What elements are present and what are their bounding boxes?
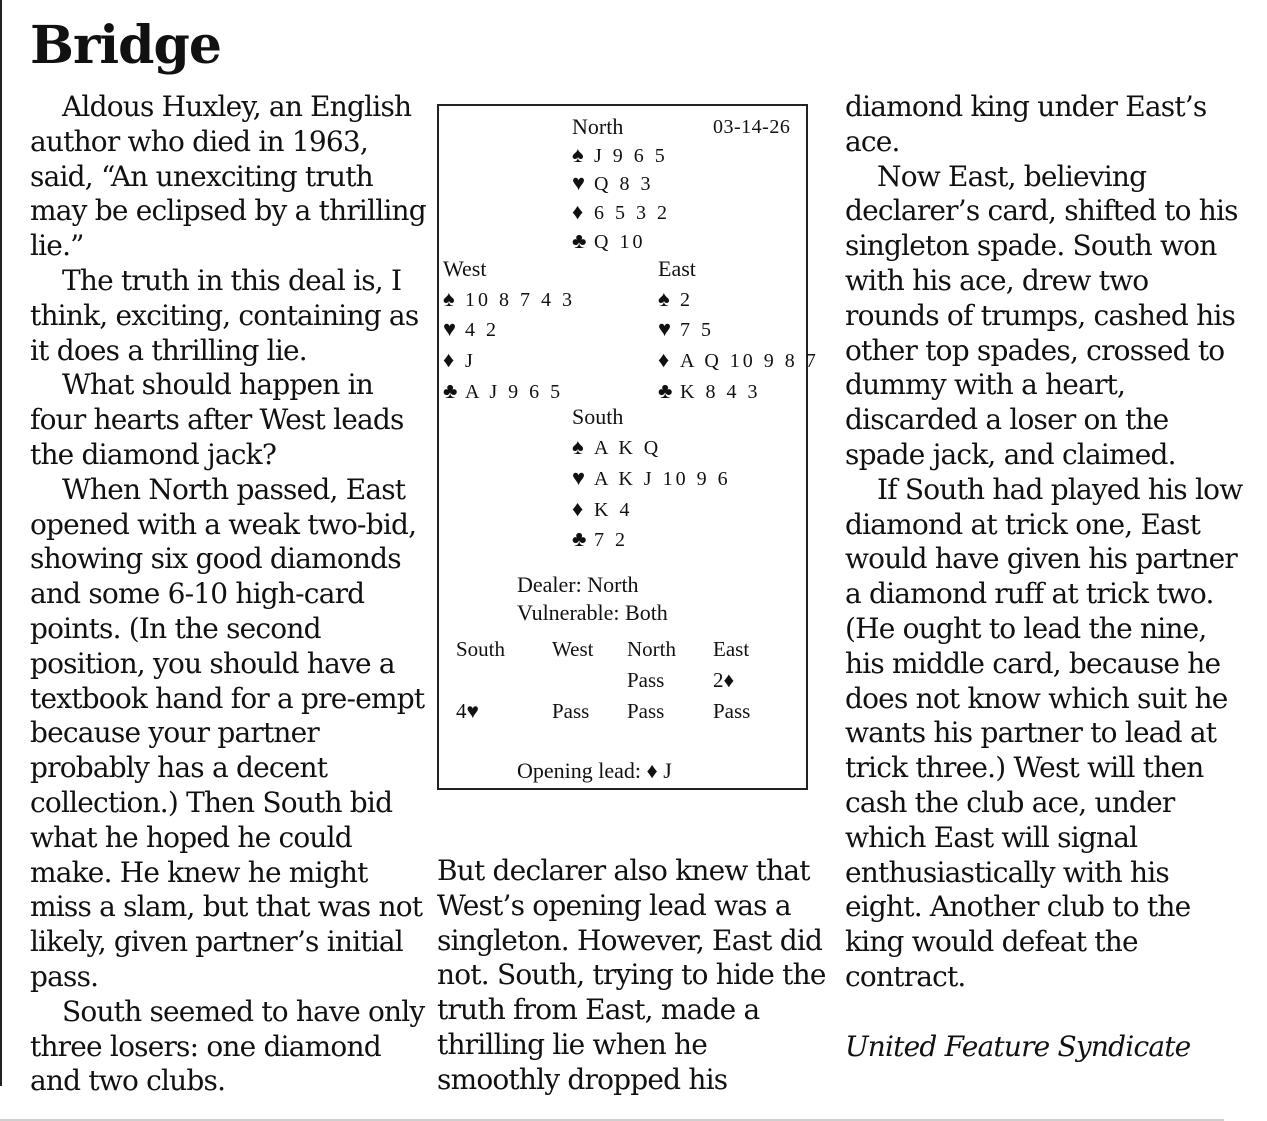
column-2 — [437, 854, 827, 1098]
card-list: 6 5 3 2 — [594, 202, 670, 224]
column-3 — [845, 90, 1245, 1064]
east-diamonds — [658, 347, 819, 374]
auction-bid: Pass — [713, 699, 751, 723]
north-hearts — [572, 170, 653, 197]
auction-header-north: North — [627, 637, 676, 661]
card-list: K 4 — [594, 499, 633, 521]
diamond-icon: ♦ — [572, 199, 584, 224]
card-list: J 9 6 5 — [594, 145, 668, 167]
auction-bid: 4♥ — [456, 699, 479, 723]
auction-bid: 2♦ — [713, 668, 735, 692]
south-diamonds — [572, 496, 632, 523]
left-rule — [0, 0, 2, 1086]
paragraph: When North passed, East opened with a weak two-bid, showing six good diamonds and some 6-10 high-card points. (In the second position, you should have a textbook hand for a pre-empt because your partner probably has a decent collection.) Then South bid what he hoped he could make. He knew he might miss a slam, but that was not likely, given partner’s initial pass. — [30, 472, 425, 993]
card-list: A J 9 6 5 — [465, 381, 564, 403]
bridge-diagram — [437, 104, 819, 790]
west-spades — [443, 286, 575, 313]
club-icon: ♣ — [572, 228, 587, 253]
heart-icon: ♥ — [572, 465, 586, 490]
spade-icon: ♠ — [443, 286, 455, 311]
spade-icon: ♠ — [658, 286, 670, 311]
dealer-text: Dealer: North — [517, 572, 639, 597]
diamond-icon: ♦ — [646, 758, 658, 783]
east-hearts — [658, 316, 714, 343]
credit-line: United Feature Syndicate — [845, 1029, 1191, 1063]
club-icon: ♣ — [443, 378, 458, 403]
north-diamonds — [572, 199, 670, 226]
auction-header-south: South — [456, 637, 506, 661]
heart-icon: ♥ — [443, 316, 457, 341]
heart-icon: ♥ — [658, 316, 672, 341]
card-list: A K J 10 9 6 — [594, 468, 731, 490]
heart-icon: ♥ — [572, 170, 586, 195]
west-clubs — [443, 378, 563, 405]
opening-lead: Opening lead: ♦ J — [517, 758, 672, 783]
paragraph: diamond king under East’s ace. — [845, 90, 1207, 158]
spade-icon: ♠ — [572, 434, 584, 459]
paragraph: What should happen in four hearts after West leads the diamond jack? — [30, 368, 404, 471]
paragraph: Aldous Huxley, an English author who died in 1963, said, “An unexciting truth may be eclipsed by a thrilling lie.” — [30, 90, 426, 263]
card-list: A K Q — [594, 437, 662, 459]
card-list: J — [465, 350, 476, 372]
paragraph: South seemed to have only three losers: one diamond and two clubs. — [30, 994, 425, 1098]
column-1 — [30, 90, 430, 1099]
card-list: 7 5 — [680, 319, 714, 341]
paragraph: Now East, believing declarer’s card, shifted to his singleton spade. South won with his ace, drew two rounds of trumps, cashed his other top spades, crossed to dummy with a heart, discarded a loser on the spade jack, and claimed. — [845, 159, 1238, 471]
diamond-icon: ♦ — [723, 668, 735, 692]
east-label: East — [658, 256, 696, 281]
south-spades — [572, 434, 661, 461]
card-list: A Q 10 9 8 7 — [680, 350, 819, 372]
card-list: K 8 4 3 — [680, 381, 761, 403]
deal-date: 03-14-26 — [713, 116, 791, 138]
card-list: 7 2 — [594, 529, 628, 551]
south-clubs — [572, 526, 628, 553]
vulnerable-text: Vulnerable: Both — [517, 600, 668, 625]
paragraph: But declarer also knew that West’s opening lead was a singleton. However, East did not. South, trying to hide the truth from East, made a thrilling lie when he smoothly dropped his — [437, 854, 826, 1096]
card-list: 10 8 7 4 3 — [465, 289, 575, 311]
card-list: 4 2 — [465, 319, 499, 341]
headline: Bridge — [30, 15, 221, 76]
north-spades — [572, 142, 668, 169]
east-spades — [658, 286, 693, 313]
south-hearts — [572, 465, 731, 492]
paragraph: The truth in this deal is, I think, exciting, containing as it does a thrilling lie. — [30, 263, 419, 367]
west-label: West — [443, 256, 487, 281]
heart-icon: ♥ — [466, 699, 479, 723]
diamond-icon: ♦ — [658, 347, 670, 372]
diamond-icon: ♦ — [572, 496, 584, 521]
card-list: 2 — [680, 289, 693, 311]
south-label: South — [572, 404, 624, 429]
auction-bid: Pass — [627, 668, 665, 692]
diamond-icon: ♦ — [443, 347, 455, 372]
spade-icon: ♠ — [572, 142, 584, 167]
north-label: North — [572, 114, 624, 139]
east-clubs — [658, 378, 760, 405]
west-hearts — [443, 316, 499, 343]
card-list: Q 10 — [594, 231, 646, 253]
auction-header-east: East — [713, 637, 750, 661]
auction-bid: Pass — [552, 699, 590, 723]
club-icon: ♣ — [658, 378, 673, 403]
west-diamonds — [443, 347, 476, 374]
auction-header-west: West — [552, 637, 594, 661]
auction-bid: Pass — [627, 699, 665, 723]
north-clubs — [572, 228, 645, 255]
paragraph: If South had played his low diamond at trick one, East would have given his partner a diamond ruff at trick two. (He ought to lead the nine, his middle card, because he does not know which suit he wants his partner to lead at trick three.) West will then cash the club ace, under which East will signal enthusiastically with his eight. Another club to the king would defeat the contract. — [845, 472, 1243, 993]
club-icon: ♣ — [572, 526, 587, 551]
card-list: Q 8 3 — [594, 173, 654, 195]
